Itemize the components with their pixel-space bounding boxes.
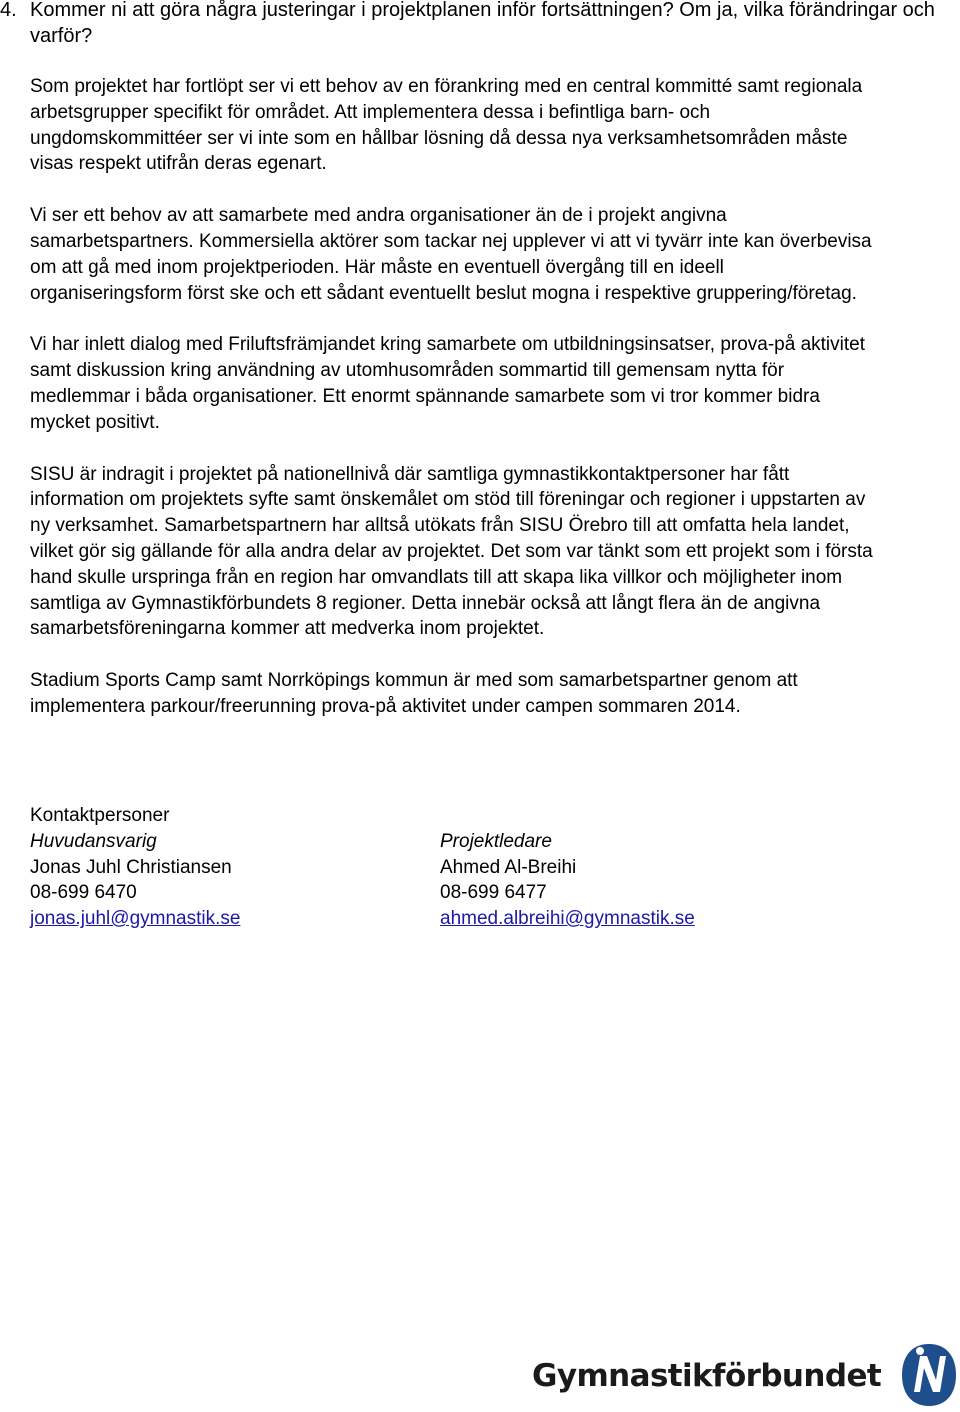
question-heading [0, 0, 940, 49]
contact-role: Huvudansvarig [30, 830, 157, 852]
answer-body [30, 74, 875, 746]
contact-primary [30, 829, 240, 932]
organisation-logo [532, 1342, 960, 1412]
paragraph-other-organisations: Vi ser ett behov av att samarbete med andra organisationer än de i projekt angivna samarbetspartners. Kommersiella aktörer som tackar nej upplever vi att vi tyvärr inte kan överbevisa om att gå med inom projektperioden. Här måste en eventuell övergång till en ideell organiseringsform först ske och ett sådant eventuellt beslut mogna i respektive gruppering/företag. [30, 205, 872, 304]
logo-wordmark: Gymnastikförbundet [532, 1358, 882, 1394]
question-text: Kommer ni att göra några justeringar i projektplanen inför fortsättningen? Om ja, vilka förändringar och varför? [30, 0, 935, 47]
contact-email-link[interactable]: jonas.juhl@gymnastik.se [30, 908, 241, 930]
contact-role: Projektledare [440, 830, 552, 852]
contact-email-link[interactable]: ahmed.albreihi@gymnastik.se [440, 908, 695, 930]
question-number: 4. [0, 0, 17, 21]
paragraph-friluftsframjandet: Vi har inlett dialog med Friluftsfrämjandet kring samarbete om utbildningsinsatser, prova-på aktivitet samt diskussion kring användning av utomhusområden sommartid till gemensam nytta för medlemmar i båda organisationer. Ett enormt spännande samarbete som vi tror kommer bidra mycket positivt. [30, 334, 865, 433]
contacts-heading: Kontaktpersoner [30, 805, 170, 826]
contact-phone: 08-699 6470 [30, 882, 137, 904]
paragraph-central-committee: Som projektet har fortlöpt ser vi ett behov av en förankring med en central kommitté samt regionala arbetsgrupper specifikt för området. Att implementera dessa i befintliga barn- och ungdomskommittéer ser vi inte som en hållbar lösning då dessa nya verksamhetsområden måste visas respekt utifrån deras egenart. [30, 76, 863, 175]
contact-phone: 08-699 6477 [440, 882, 547, 904]
contact-name: Ahmed Al-Breihi [440, 856, 577, 878]
contact-name: Jonas Juhl Christiansen [30, 856, 232, 878]
contact-section [30, 803, 910, 930]
paragraph-sisu: SISU är indragit i projektet på nationellnivå där samtliga gymnastikkontaktpersoner har fått information om projektets syfte samt önskemålet om stöd till föreningar och regioner i uppstarten av ny verksamhet. Samarbetspartnern har alltså utökats från SISU Örebro till att omfatta hela landet, vilket gör sig gällande för alla andra delar av projektet. Det som var tänkt som ett projekt som i första hand skulle urspringa från en region har omvandlats till att skapa lika villkor och möjligheter inom samtliga av Gymnastikförbundets 8 regioner. Detta innebär också att långt flera än de angivna samarbetsföreningarna kommer att medverka inom projektet. [30, 463, 873, 640]
gymnastikforbundet-logo-mark-icon [900, 1342, 958, 1408]
contact-secondary [440, 829, 695, 932]
paragraph-stadium-sports-camp: Stadium Sports Camp samt Norrköpings kommun är med som samarbetspartner genom att implementera parkour/freerunning prova-på aktivitet under campen sommaren 2014. [30, 670, 798, 717]
